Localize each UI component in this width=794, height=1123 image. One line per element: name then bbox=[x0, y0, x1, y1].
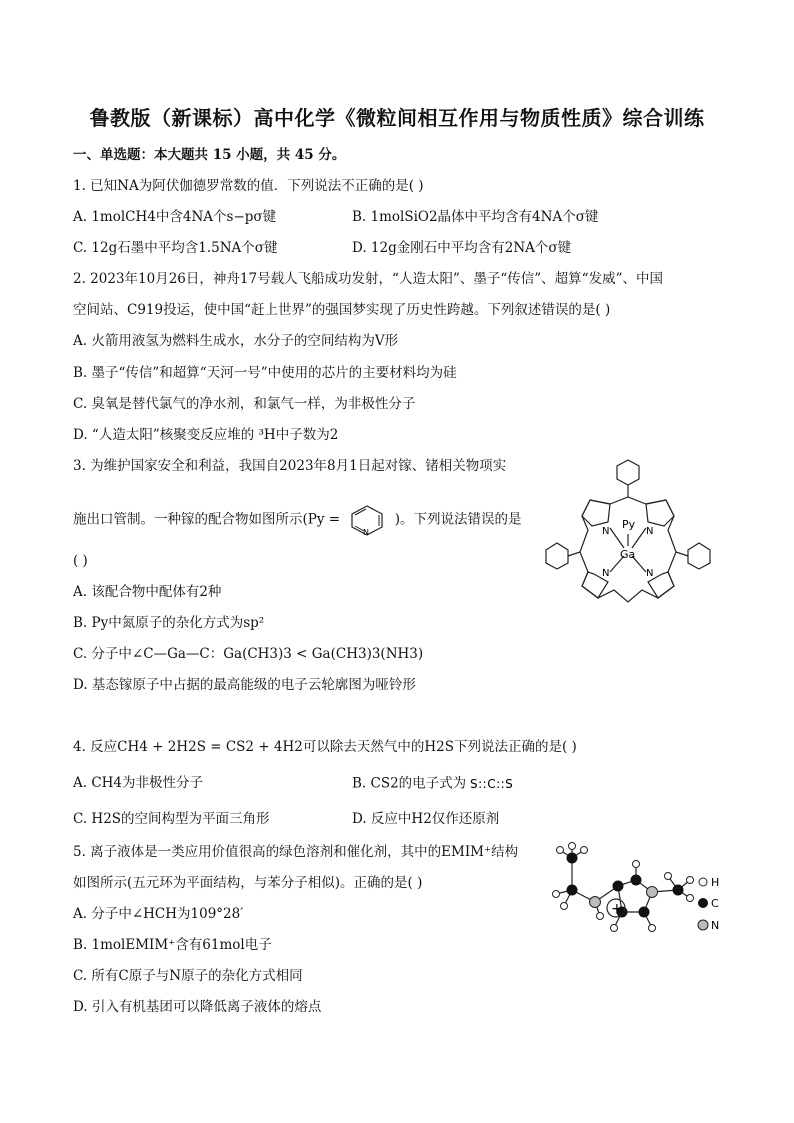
legend-h-label: H bbox=[711, 876, 720, 889]
legend-c-label: C bbox=[711, 897, 719, 910]
q3-stem-line3: ( ) bbox=[73, 553, 88, 569]
q4-option-b[interactable] bbox=[352, 774, 516, 794]
pyridine-structure-icon bbox=[344, 503, 390, 537]
q3-option-c[interactable]: C. 分子中∠C—Ga—C：Ga(CH3)3 < Ga(CH3)3(NH3) bbox=[73, 646, 424, 662]
gallium-porphyrin-figure bbox=[528, 452, 728, 612]
q4-option-b-text: B. CS2的电子式为 bbox=[352, 775, 467, 792]
legend-n-label: N bbox=[711, 919, 720, 932]
q1-option-b[interactable]: B. 1molSiO2晶体中平均含有4NA个σ键 bbox=[352, 209, 599, 225]
q3-stem-line1: 3. 为维护国家安全和利益，我国自2023年8月1日起对镓、锗相关物项实 bbox=[73, 458, 507, 474]
q3-option-d[interactable]: D. 基态镓原子中占据的最高能级的电子云轮廓图为哑铃形 bbox=[73, 677, 416, 693]
q2-stem-line2: 空间站、C919投运，使中国“赶上世界”的强国梦实现了历史性跨越。下列叙述错误的是( ) bbox=[73, 302, 611, 318]
q4-option-d[interactable]: D. 反应中H2仅作还原剂 bbox=[352, 811, 500, 827]
q3-stem-part1: 施出口管制。一种镓的配合物如图所示(Py = bbox=[73, 511, 341, 528]
n-atom-label: N bbox=[602, 568, 610, 579]
q2-option-b[interactable]: B. 墨子“传信”和超算“天河一号”中使用的芯片的主要材料均为硅 bbox=[73, 365, 457, 381]
q5-option-a[interactable]: A. 分子中∠HCH为109°28′ bbox=[73, 906, 244, 922]
q2-option-a[interactable]: A. 火箭用液氢为燃料生成水，水分子的空间结构为V形 bbox=[73, 333, 399, 349]
q5-stem-line2: 如图所示(五元环为平面结构，与苯分子相似)。正确的是( ) bbox=[73, 875, 423, 891]
q2-option-d[interactable]: D. “人造太阳”核聚变反应堆的 ³H中子数为2 bbox=[73, 427, 339, 443]
ga-atom-label: Ga bbox=[620, 548, 636, 561]
q4-option-a[interactable]: A. CH4为非极性分子 bbox=[73, 775, 204, 791]
pyridine-n-label: N bbox=[363, 528, 370, 537]
q2-stem-line1: 2. 2023年10月26日，神舟17号载人飞船成功发射，“人造太阳”、墨子“传信”、超算“发威”、中国 bbox=[73, 271, 663, 287]
py-ligand-label: Py bbox=[622, 518, 636, 531]
q1-option-c[interactable]: C. 12g石墨中平均含1.5NA个σ键 bbox=[73, 240, 278, 256]
q5-option-b[interactable]: B. 1molEMIM⁺含有61mol电子 bbox=[73, 937, 272, 953]
emim-cation-figure bbox=[540, 840, 730, 962]
q3-stem-line2 bbox=[73, 503, 521, 537]
cs2-electron-formula bbox=[470, 774, 516, 794]
q2-option-c[interactable]: C. 臭氧是替代氯气的净水剂，和氯气一样，为非极性分子 bbox=[73, 396, 416, 412]
q3-option-b[interactable]: B. Py中氮原子的杂化方式为sp² bbox=[73, 615, 265, 631]
q1-option-d[interactable]: D. 12g金刚石中平均含有2NA个σ键 bbox=[352, 240, 572, 256]
positive-charge-label: + bbox=[611, 901, 623, 917]
section-heading: 一、单选题：本大题共 15 小题，共 45 分。 bbox=[73, 147, 346, 163]
n-atom-label: N bbox=[646, 568, 654, 579]
q3-stem-part2: )。下列说法错误的是 bbox=[394, 511, 522, 528]
n-atom-label: N bbox=[646, 526, 654, 537]
page-title: 鲁教版（新课标）高中化学《微粒间相互作用与物质性质》综合训练 bbox=[89, 106, 705, 130]
n-atom-label: N bbox=[602, 526, 610, 537]
cs2-lewis-text: S::C::S bbox=[470, 777, 514, 791]
q4-option-c[interactable]: C. H2S的空间构型为平面三角形 bbox=[73, 811, 270, 827]
q1-stem: 1. 已知NA为阿伏伽德罗常数的值．下列说法不正确的是( ) bbox=[73, 178, 424, 194]
q5-option-c[interactable]: C. 所有C原子与N原子的杂化方式相同 bbox=[73, 968, 303, 984]
q5-option-d[interactable]: D. 引入有机基团可以降低离子液体的熔点 bbox=[73, 999, 322, 1015]
q1-option-a[interactable]: A. 1molCH4中含4NA个s−pσ键 bbox=[73, 209, 277, 225]
q5-stem-line1: 5. 离子液体是一类应用价值很高的绿色溶剂和催化剂，其中的EMIM⁺结构 bbox=[73, 844, 519, 860]
q4-stem: 4. 反应CH4 + 2H2S = CS2 + 4H2可以除去天然气中的H2S下列说法正确的是( ) bbox=[73, 739, 577, 755]
q3-option-a[interactable]: A. 该配合物中配体有2种 bbox=[73, 584, 222, 600]
